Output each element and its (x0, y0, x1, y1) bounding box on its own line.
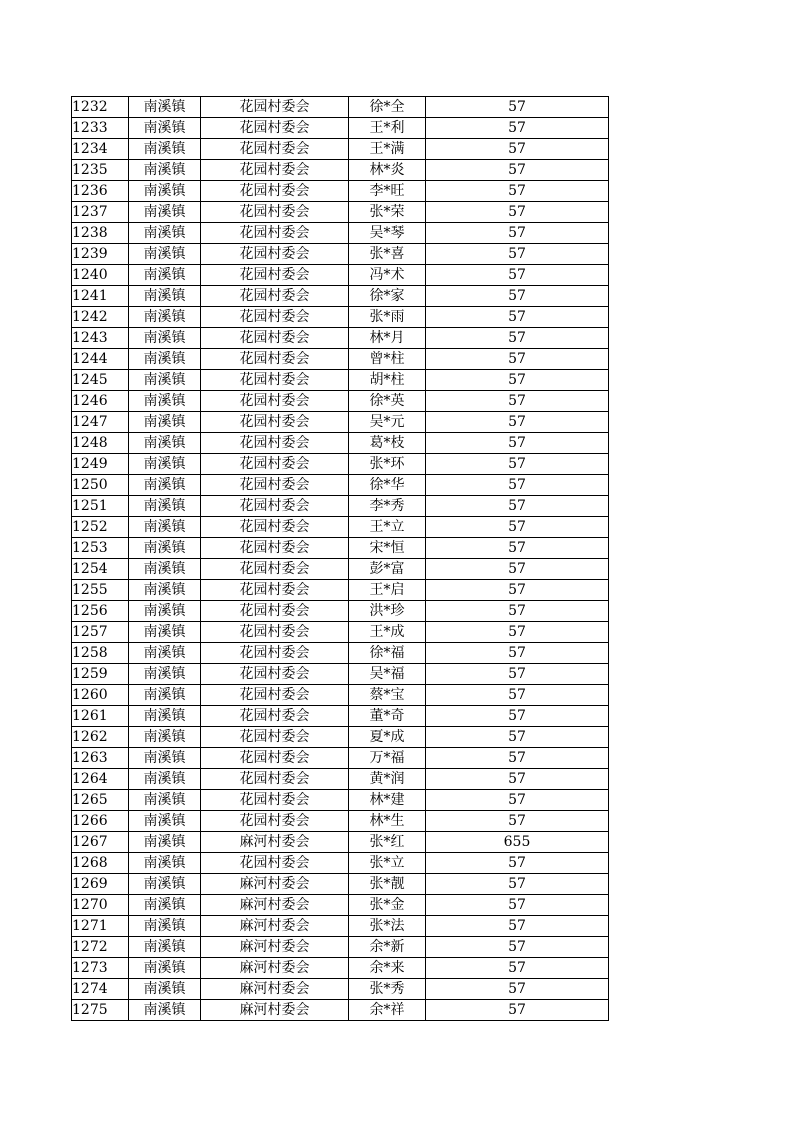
row-number-cell: 1250 (72, 475, 129, 496)
person-name-cell: 王*满 (349, 139, 426, 160)
amount-cell: 57 (426, 328, 609, 349)
row-number-cell: 1233 (72, 118, 129, 139)
village-committee-cell: 麻河村委会 (201, 979, 349, 1000)
row-number-cell: 1264 (72, 769, 129, 790)
town-cell: 南溪镇 (129, 790, 201, 811)
amount-cell: 57 (426, 139, 609, 160)
village-committee-cell: 花园村委会 (201, 643, 349, 664)
table-row (72, 244, 609, 265)
table-row (72, 706, 609, 727)
table-row (72, 160, 609, 181)
person-name-cell: 张*荣 (349, 202, 426, 223)
row-number-cell: 1243 (72, 328, 129, 349)
table-row (72, 139, 609, 160)
person-name-cell: 张*立 (349, 853, 426, 874)
village-committee-cell: 花园村委会 (201, 727, 349, 748)
person-name-cell: 余*祥 (349, 1000, 426, 1021)
table-row (72, 433, 609, 454)
town-cell: 南溪镇 (129, 265, 201, 286)
village-committee-cell: 花园村委会 (201, 391, 349, 412)
person-name-cell: 王*立 (349, 517, 426, 538)
amount-cell: 57 (426, 790, 609, 811)
row-number-cell: 1266 (72, 811, 129, 832)
person-name-cell: 林*炎 (349, 160, 426, 181)
town-cell: 南溪镇 (129, 1000, 201, 1021)
person-name-cell: 林*生 (349, 811, 426, 832)
village-committee-cell: 花园村委会 (201, 202, 349, 223)
amount-cell: 57 (426, 307, 609, 328)
table-row (72, 895, 609, 916)
table-row (72, 979, 609, 1000)
person-name-cell: 张*靓 (349, 874, 426, 895)
person-name-cell: 余*来 (349, 958, 426, 979)
row-number-cell: 1272 (72, 937, 129, 958)
table-row (72, 958, 609, 979)
row-number-cell: 1268 (72, 853, 129, 874)
row-number-cell: 1274 (72, 979, 129, 1000)
row-number-cell: 1246 (72, 391, 129, 412)
row-number-cell: 1234 (72, 139, 129, 160)
person-name-cell: 张*法 (349, 916, 426, 937)
person-name-cell: 洪*珍 (349, 601, 426, 622)
amount-cell: 57 (426, 412, 609, 433)
town-cell: 南溪镇 (129, 538, 201, 559)
row-number-cell: 1273 (72, 958, 129, 979)
town-cell: 南溪镇 (129, 853, 201, 874)
amount-cell: 57 (426, 748, 609, 769)
row-number-cell: 1256 (72, 601, 129, 622)
village-committee-cell: 花园村委会 (201, 328, 349, 349)
town-cell: 南溪镇 (129, 559, 201, 580)
town-cell: 南溪镇 (129, 370, 201, 391)
person-name-cell: 徐*英 (349, 391, 426, 412)
village-committee-cell: 花园村委会 (201, 580, 349, 601)
person-name-cell: 胡*柱 (349, 370, 426, 391)
village-committee-cell: 花园村委会 (201, 811, 349, 832)
table-row (72, 601, 609, 622)
table-row (72, 664, 609, 685)
town-cell: 南溪镇 (129, 643, 201, 664)
town-cell: 南溪镇 (129, 811, 201, 832)
table-row (72, 517, 609, 538)
table-row (72, 853, 609, 874)
village-committee-cell: 花园村委会 (201, 97, 349, 118)
person-name-cell: 李*旺 (349, 181, 426, 202)
person-name-cell: 张*环 (349, 454, 426, 475)
person-name-cell: 李*秀 (349, 496, 426, 517)
amount-cell: 57 (426, 370, 609, 391)
amount-cell: 57 (426, 454, 609, 475)
town-cell: 南溪镇 (129, 937, 201, 958)
town-cell: 南溪镇 (129, 202, 201, 223)
person-name-cell: 张*金 (349, 895, 426, 916)
person-name-cell: 张*红 (349, 832, 426, 853)
village-committee-cell: 麻河村委会 (201, 832, 349, 853)
amount-cell: 57 (426, 937, 609, 958)
row-number-cell: 1263 (72, 748, 129, 769)
town-cell: 南溪镇 (129, 97, 201, 118)
row-number-cell: 1269 (72, 874, 129, 895)
person-name-cell: 余*新 (349, 937, 426, 958)
row-number-cell: 1261 (72, 706, 129, 727)
amount-cell: 655 (426, 832, 609, 853)
row-number-cell: 1232 (72, 97, 129, 118)
roster-table-body (72, 97, 609, 1021)
village-committee-cell: 花园村委会 (201, 559, 349, 580)
village-committee-cell: 花园村委会 (201, 622, 349, 643)
village-committee-cell: 麻河村委会 (201, 1000, 349, 1021)
town-cell: 南溪镇 (129, 433, 201, 454)
town-cell: 南溪镇 (129, 685, 201, 706)
village-committee-cell: 花园村委会 (201, 160, 349, 181)
town-cell: 南溪镇 (129, 244, 201, 265)
person-name-cell: 黄*润 (349, 769, 426, 790)
town-cell: 南溪镇 (129, 181, 201, 202)
amount-cell: 57 (426, 622, 609, 643)
person-name-cell: 吴*琴 (349, 223, 426, 244)
table-row (72, 769, 609, 790)
person-name-cell: 彭*富 (349, 559, 426, 580)
village-committee-cell: 花园村委会 (201, 475, 349, 496)
person-name-cell: 张*雨 (349, 307, 426, 328)
town-cell: 南溪镇 (129, 454, 201, 475)
person-name-cell: 张*秀 (349, 979, 426, 1000)
village-committee-cell: 花园村委会 (201, 496, 349, 517)
town-cell: 南溪镇 (129, 874, 201, 895)
table-row (72, 811, 609, 832)
person-name-cell: 曾*柱 (349, 349, 426, 370)
village-committee-cell: 花园村委会 (201, 706, 349, 727)
town-cell: 南溪镇 (129, 748, 201, 769)
village-committee-cell: 麻河村委会 (201, 916, 349, 937)
amount-cell: 57 (426, 895, 609, 916)
amount-cell: 57 (426, 265, 609, 286)
village-committee-cell: 花园村委会 (201, 433, 349, 454)
village-committee-cell: 花园村委会 (201, 412, 349, 433)
amount-cell: 57 (426, 391, 609, 412)
town-cell: 南溪镇 (129, 664, 201, 685)
village-committee-cell: 花园村委会 (201, 370, 349, 391)
row-number-cell: 1255 (72, 580, 129, 601)
amount-cell: 57 (426, 433, 609, 454)
row-number-cell: 1245 (72, 370, 129, 391)
village-committee-cell: 花园村委会 (201, 685, 349, 706)
amount-cell: 57 (426, 160, 609, 181)
amount-cell: 57 (426, 685, 609, 706)
amount-cell: 57 (426, 1000, 609, 1021)
amount-cell: 57 (426, 979, 609, 1000)
amount-cell: 57 (426, 601, 609, 622)
person-name-cell: 夏*成 (349, 727, 426, 748)
town-cell: 南溪镇 (129, 622, 201, 643)
row-number-cell: 1262 (72, 727, 129, 748)
table-row (72, 1000, 609, 1021)
table-row (72, 265, 609, 286)
table-row (72, 391, 609, 412)
table-row (72, 496, 609, 517)
row-number-cell: 1257 (72, 622, 129, 643)
amount-cell: 57 (426, 286, 609, 307)
table-row (72, 748, 609, 769)
row-number-cell: 1254 (72, 559, 129, 580)
town-cell: 南溪镇 (129, 475, 201, 496)
amount-cell: 57 (426, 349, 609, 370)
row-number-cell: 1247 (72, 412, 129, 433)
person-name-cell: 徐*华 (349, 475, 426, 496)
person-name-cell: 董*奇 (349, 706, 426, 727)
village-committee-cell: 花园村委会 (201, 748, 349, 769)
table-row (72, 622, 609, 643)
town-cell: 南溪镇 (129, 580, 201, 601)
town-cell: 南溪镇 (129, 832, 201, 853)
row-number-cell: 1259 (72, 664, 129, 685)
person-name-cell: 徐*家 (349, 286, 426, 307)
town-cell: 南溪镇 (129, 307, 201, 328)
amount-cell: 57 (426, 244, 609, 265)
row-number-cell: 1248 (72, 433, 129, 454)
amount-cell: 57 (426, 223, 609, 244)
town-cell: 南溪镇 (129, 160, 201, 181)
town-cell: 南溪镇 (129, 118, 201, 139)
person-name-cell: 林*月 (349, 328, 426, 349)
person-name-cell: 吴*元 (349, 412, 426, 433)
town-cell: 南溪镇 (129, 139, 201, 160)
town-cell: 南溪镇 (129, 517, 201, 538)
table-row (72, 118, 609, 139)
table-row (72, 916, 609, 937)
row-number-cell: 1251 (72, 496, 129, 517)
person-name-cell: 冯*术 (349, 265, 426, 286)
person-name-cell: 蔡*宝 (349, 685, 426, 706)
person-name-cell: 王*启 (349, 580, 426, 601)
table-row (72, 97, 609, 118)
town-cell: 南溪镇 (129, 979, 201, 1000)
village-committee-cell: 花园村委会 (201, 265, 349, 286)
amount-cell: 57 (426, 811, 609, 832)
table-row (72, 412, 609, 433)
row-number-cell: 1252 (72, 517, 129, 538)
amount-cell: 57 (426, 580, 609, 601)
row-number-cell: 1249 (72, 454, 129, 475)
table-row (72, 349, 609, 370)
table-row (72, 790, 609, 811)
table-row (72, 475, 609, 496)
village-committee-cell: 麻河村委会 (201, 958, 349, 979)
village-committee-cell: 花园村委会 (201, 223, 349, 244)
amount-cell: 57 (426, 664, 609, 685)
person-name-cell: 葛*枝 (349, 433, 426, 454)
town-cell: 南溪镇 (129, 286, 201, 307)
village-committee-cell: 花园村委会 (201, 601, 349, 622)
amount-cell: 57 (426, 181, 609, 202)
row-number-cell: 1244 (72, 349, 129, 370)
table-row (72, 643, 609, 664)
person-name-cell: 王*成 (349, 622, 426, 643)
village-committee-cell: 花园村委会 (201, 181, 349, 202)
village-committee-cell: 花园村委会 (201, 118, 349, 139)
town-cell: 南溪镇 (129, 958, 201, 979)
village-committee-cell: 麻河村委会 (201, 937, 349, 958)
row-number-cell: 1235 (72, 160, 129, 181)
person-name-cell: 张*喜 (349, 244, 426, 265)
person-name-cell: 林*建 (349, 790, 426, 811)
village-committee-cell: 花园村委会 (201, 790, 349, 811)
row-number-cell: 1271 (72, 916, 129, 937)
village-committee-cell: 花园村委会 (201, 307, 349, 328)
row-number-cell: 1253 (72, 538, 129, 559)
amount-cell: 57 (426, 874, 609, 895)
row-number-cell: 1260 (72, 685, 129, 706)
amount-cell: 57 (426, 118, 609, 139)
village-committee-cell: 麻河村委会 (201, 895, 349, 916)
person-name-cell: 王*利 (349, 118, 426, 139)
row-number-cell: 1267 (72, 832, 129, 853)
village-committee-cell: 花园村委会 (201, 517, 349, 538)
row-number-cell: 1241 (72, 286, 129, 307)
amount-cell: 57 (426, 97, 609, 118)
amount-cell: 57 (426, 517, 609, 538)
amount-cell: 57 (426, 202, 609, 223)
person-name-cell: 徐*全 (349, 97, 426, 118)
town-cell: 南溪镇 (129, 916, 201, 937)
village-committee-cell: 麻河村委会 (201, 874, 349, 895)
table-row (72, 454, 609, 475)
row-number-cell: 1275 (72, 1000, 129, 1021)
table-row (72, 370, 609, 391)
amount-cell: 57 (426, 958, 609, 979)
town-cell: 南溪镇 (129, 706, 201, 727)
row-number-cell: 1242 (72, 307, 129, 328)
row-number-cell: 1240 (72, 265, 129, 286)
town-cell: 南溪镇 (129, 391, 201, 412)
amount-cell: 57 (426, 643, 609, 664)
person-name-cell: 徐*福 (349, 643, 426, 664)
village-committee-cell: 花园村委会 (201, 769, 349, 790)
table-row (72, 580, 609, 601)
table-row (72, 286, 609, 307)
amount-cell: 57 (426, 475, 609, 496)
amount-cell: 57 (426, 769, 609, 790)
table-row (72, 559, 609, 580)
row-number-cell: 1236 (72, 181, 129, 202)
row-number-cell: 1258 (72, 643, 129, 664)
amount-cell: 57 (426, 727, 609, 748)
table-row (72, 307, 609, 328)
amount-cell: 57 (426, 916, 609, 937)
row-number-cell: 1237 (72, 202, 129, 223)
village-committee-cell: 花园村委会 (201, 139, 349, 160)
town-cell: 南溪镇 (129, 769, 201, 790)
table-row (72, 202, 609, 223)
village-committee-cell: 花园村委会 (201, 853, 349, 874)
amount-cell: 57 (426, 559, 609, 580)
town-cell: 南溪镇 (129, 727, 201, 748)
town-cell: 南溪镇 (129, 895, 201, 916)
table-row (72, 181, 609, 202)
village-committee-cell: 花园村委会 (201, 244, 349, 265)
amount-cell: 57 (426, 496, 609, 517)
person-name-cell: 吴*福 (349, 664, 426, 685)
amount-cell: 57 (426, 706, 609, 727)
village-committee-cell: 花园村委会 (201, 286, 349, 307)
village-committee-cell: 花园村委会 (201, 664, 349, 685)
town-cell: 南溪镇 (129, 601, 201, 622)
table-row (72, 538, 609, 559)
table-row (72, 937, 609, 958)
town-cell: 南溪镇 (129, 223, 201, 244)
table-row (72, 874, 609, 895)
village-committee-cell: 花园村委会 (201, 538, 349, 559)
table-row (72, 832, 609, 853)
table-row (72, 328, 609, 349)
table-row (72, 727, 609, 748)
row-number-cell: 1270 (72, 895, 129, 916)
row-number-cell: 1265 (72, 790, 129, 811)
roster-table (71, 96, 609, 1021)
row-number-cell: 1238 (72, 223, 129, 244)
town-cell: 南溪镇 (129, 412, 201, 433)
person-name-cell: 万*福 (349, 748, 426, 769)
village-committee-cell: 花园村委会 (201, 349, 349, 370)
town-cell: 南溪镇 (129, 496, 201, 517)
town-cell: 南溪镇 (129, 349, 201, 370)
amount-cell: 57 (426, 538, 609, 559)
person-name-cell: 宋*恒 (349, 538, 426, 559)
row-number-cell: 1239 (72, 244, 129, 265)
table-row (72, 685, 609, 706)
table-row (72, 223, 609, 244)
amount-cell: 57 (426, 853, 609, 874)
village-committee-cell: 花园村委会 (201, 454, 349, 475)
town-cell: 南溪镇 (129, 328, 201, 349)
